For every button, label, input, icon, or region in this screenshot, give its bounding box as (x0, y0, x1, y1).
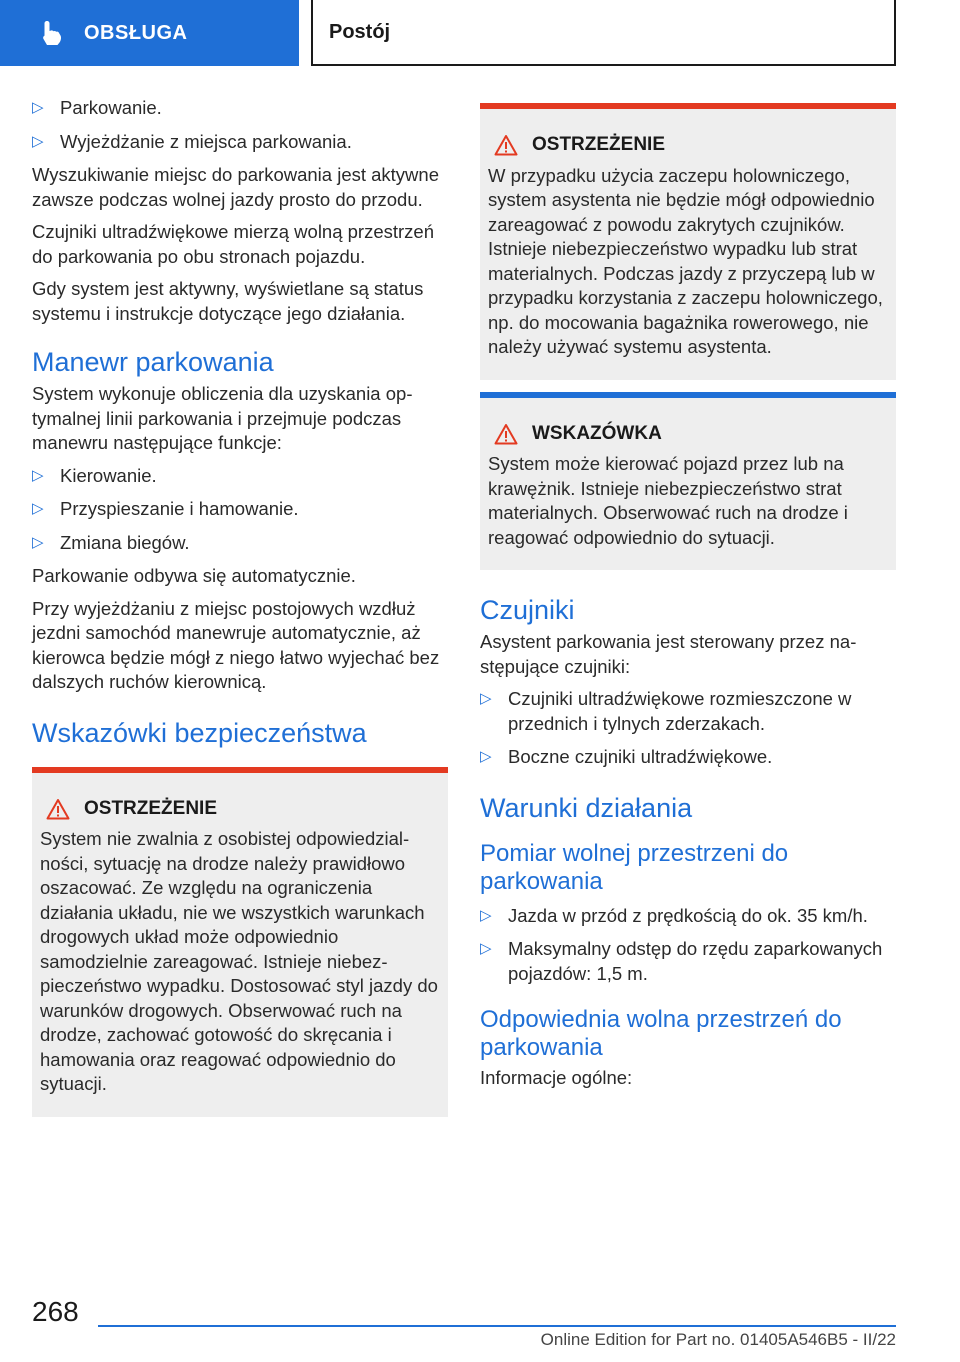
paragraph: Czujniki ultradźwiękowe mierzą wolną przestrzeń do parkowania po obu stronach pojazdu. (32, 221, 435, 267)
section-label: OBSŁUGA (84, 21, 188, 44)
warning-triangle-icon (46, 798, 70, 820)
heading-manewr: Manewr parkowania (32, 347, 274, 377)
paragraph: Asystent parkowania jest sterowany przez następujące czujniki: (480, 631, 857, 677)
paragraph: Przy wyjeżdżaniu z miejsc postojowych wzdłuż jezdni samochód manewruje automatycznie, aż kierowca będzie mógł z niego łatwo wyjechać bez dalszych ruchów kierownicą. (32, 597, 440, 692)
triangle-bullet-icon: ▷ (480, 940, 492, 957)
heading-conditions: Warunki działania (480, 792, 693, 823)
paragraph: System wykonuje obliczenia dla uzyskania optymalnej linii parkowania i przejmuje podczas manewru następujące funkcje: (32, 383, 413, 453)
list-item: ▷ Jazda w przód z prędkością do ok. 35 km/h. (480, 904, 896, 929)
section-tab (0, 0, 299, 66)
list-item: ▷ Wyjeżdżanie z miejsca parkowania. (32, 130, 448, 155)
triangle-bullet-icon: ▷ (32, 500, 44, 517)
page-number: 268 (32, 1296, 79, 1327)
warning-title: OSTRZEŻENIE (532, 134, 666, 155)
triangle-bullet-icon: ▷ (32, 466, 44, 484)
note-triangle-icon (494, 423, 518, 445)
paragraph: Gdy system jest aktywny, wyświetlane są status systemu i instrukcje dotyczące jego działania. (32, 278, 424, 324)
triangle-bullet-icon: ▷ (480, 748, 492, 765)
subheading-space: Odpowiednia wolna przestrzeń do parkowania (480, 1006, 842, 1061)
warning-triangle-icon (494, 134, 518, 156)
list-item: ▷ Kierowanie. (32, 464, 448, 489)
left-column (32, 96, 448, 1125)
list-item: ▷ Boczne czujniki ultradźwiękowe. (480, 745, 896, 770)
edition-footer: Online Edition for Part no. 01405A546B5 - II/22 (540, 1330, 896, 1349)
warning-box (480, 103, 896, 380)
subheading-measure: Pomiar wolnej przestrzeni do parkowania (480, 839, 789, 895)
footer-divider (98, 1325, 896, 1327)
triangle-bullet-icon: ▷ (32, 533, 44, 551)
list-item: ▷ Przyspieszanie i hamowanie. (32, 497, 448, 522)
triangle-bullet-icon: ▷ (480, 690, 492, 707)
list-item: ▷ Zmiana biegów. (32, 531, 448, 556)
warning-text: System nie zwalnia z osobistej odpowiedzialności, sytuację na drodze należy prawidłowo oszacować. Ze względu na ograniczenia działania układu, nie we wszystkich warunkach drogowych układ może odpowiednio samodzielnie zareagować. Istnieje niebezpieczeństwo wypadku. Dostosować styl jazdy do warunków drogowych. Obserwować ruch na drodze, zachować gotowość do skręcania i hamowania oraz reagować odpowiednio do sytuacji. (40, 828, 438, 1094)
list-item: ▷ Czujniki ultradźwiękowe rozmieszczone w przednich i tylnych zderzakach. (480, 687, 896, 736)
page-topic: Postój (329, 20, 391, 43)
list-item: ▷ Maksymalny odstęp do rzędu zaparkowanych pojazdów: 1,5 m. (480, 937, 896, 986)
paragraph: Informacje ogólne: (480, 1067, 633, 1088)
heading-sensors: Czujniki (480, 595, 575, 625)
hand-pointer-icon (38, 18, 68, 48)
triangle-bullet-icon: ▷ (480, 906, 492, 924)
note-text: System może kierować pojazd przez lub na krawężnik. Istnieje niebezpieczeństwo strat materialnych. Obserwować ruch na drodze i reagować odpowiednio do sytuacji. (488, 453, 848, 548)
heading-safety: Wskazówki bezpieczeństwa (32, 717, 367, 748)
topic-header (311, 0, 896, 66)
paragraph: Parkowanie odbywa się automatycznie. (32, 565, 356, 586)
right-column (480, 103, 896, 1099)
triangle-bullet-icon: ▷ (32, 99, 44, 116)
paragraph: Wyszukiwanie miejsc do parkowania jest aktywne zawsze podczas wolnej jazdy prosto do przodu. (32, 164, 439, 210)
list-item: ▷ Parkowanie. (32, 96, 448, 121)
warning-box (32, 767, 448, 1117)
triangle-bullet-icon: ▷ (32, 132, 44, 150)
warning-text: W przypadku użycia zaczepu holowniczego, system asystenta nie będzie mógł odpowiednio zareagować z powodu zakrytych czujników. Istnieje niebezpieczeństwo wypadku lub strat materialnych. Podczas jazdy z przyczepą lub w przypadku korzystania z zaczepu holowniczego, np. do mocowania bagażnika rowerowego, nie należy używać systemu asystenta. (488, 164, 883, 357)
note-title: WSKAZÓWKA (532, 422, 662, 444)
note-box (480, 392, 896, 571)
warning-title: OSTRZEŻENIE (84, 797, 218, 819)
